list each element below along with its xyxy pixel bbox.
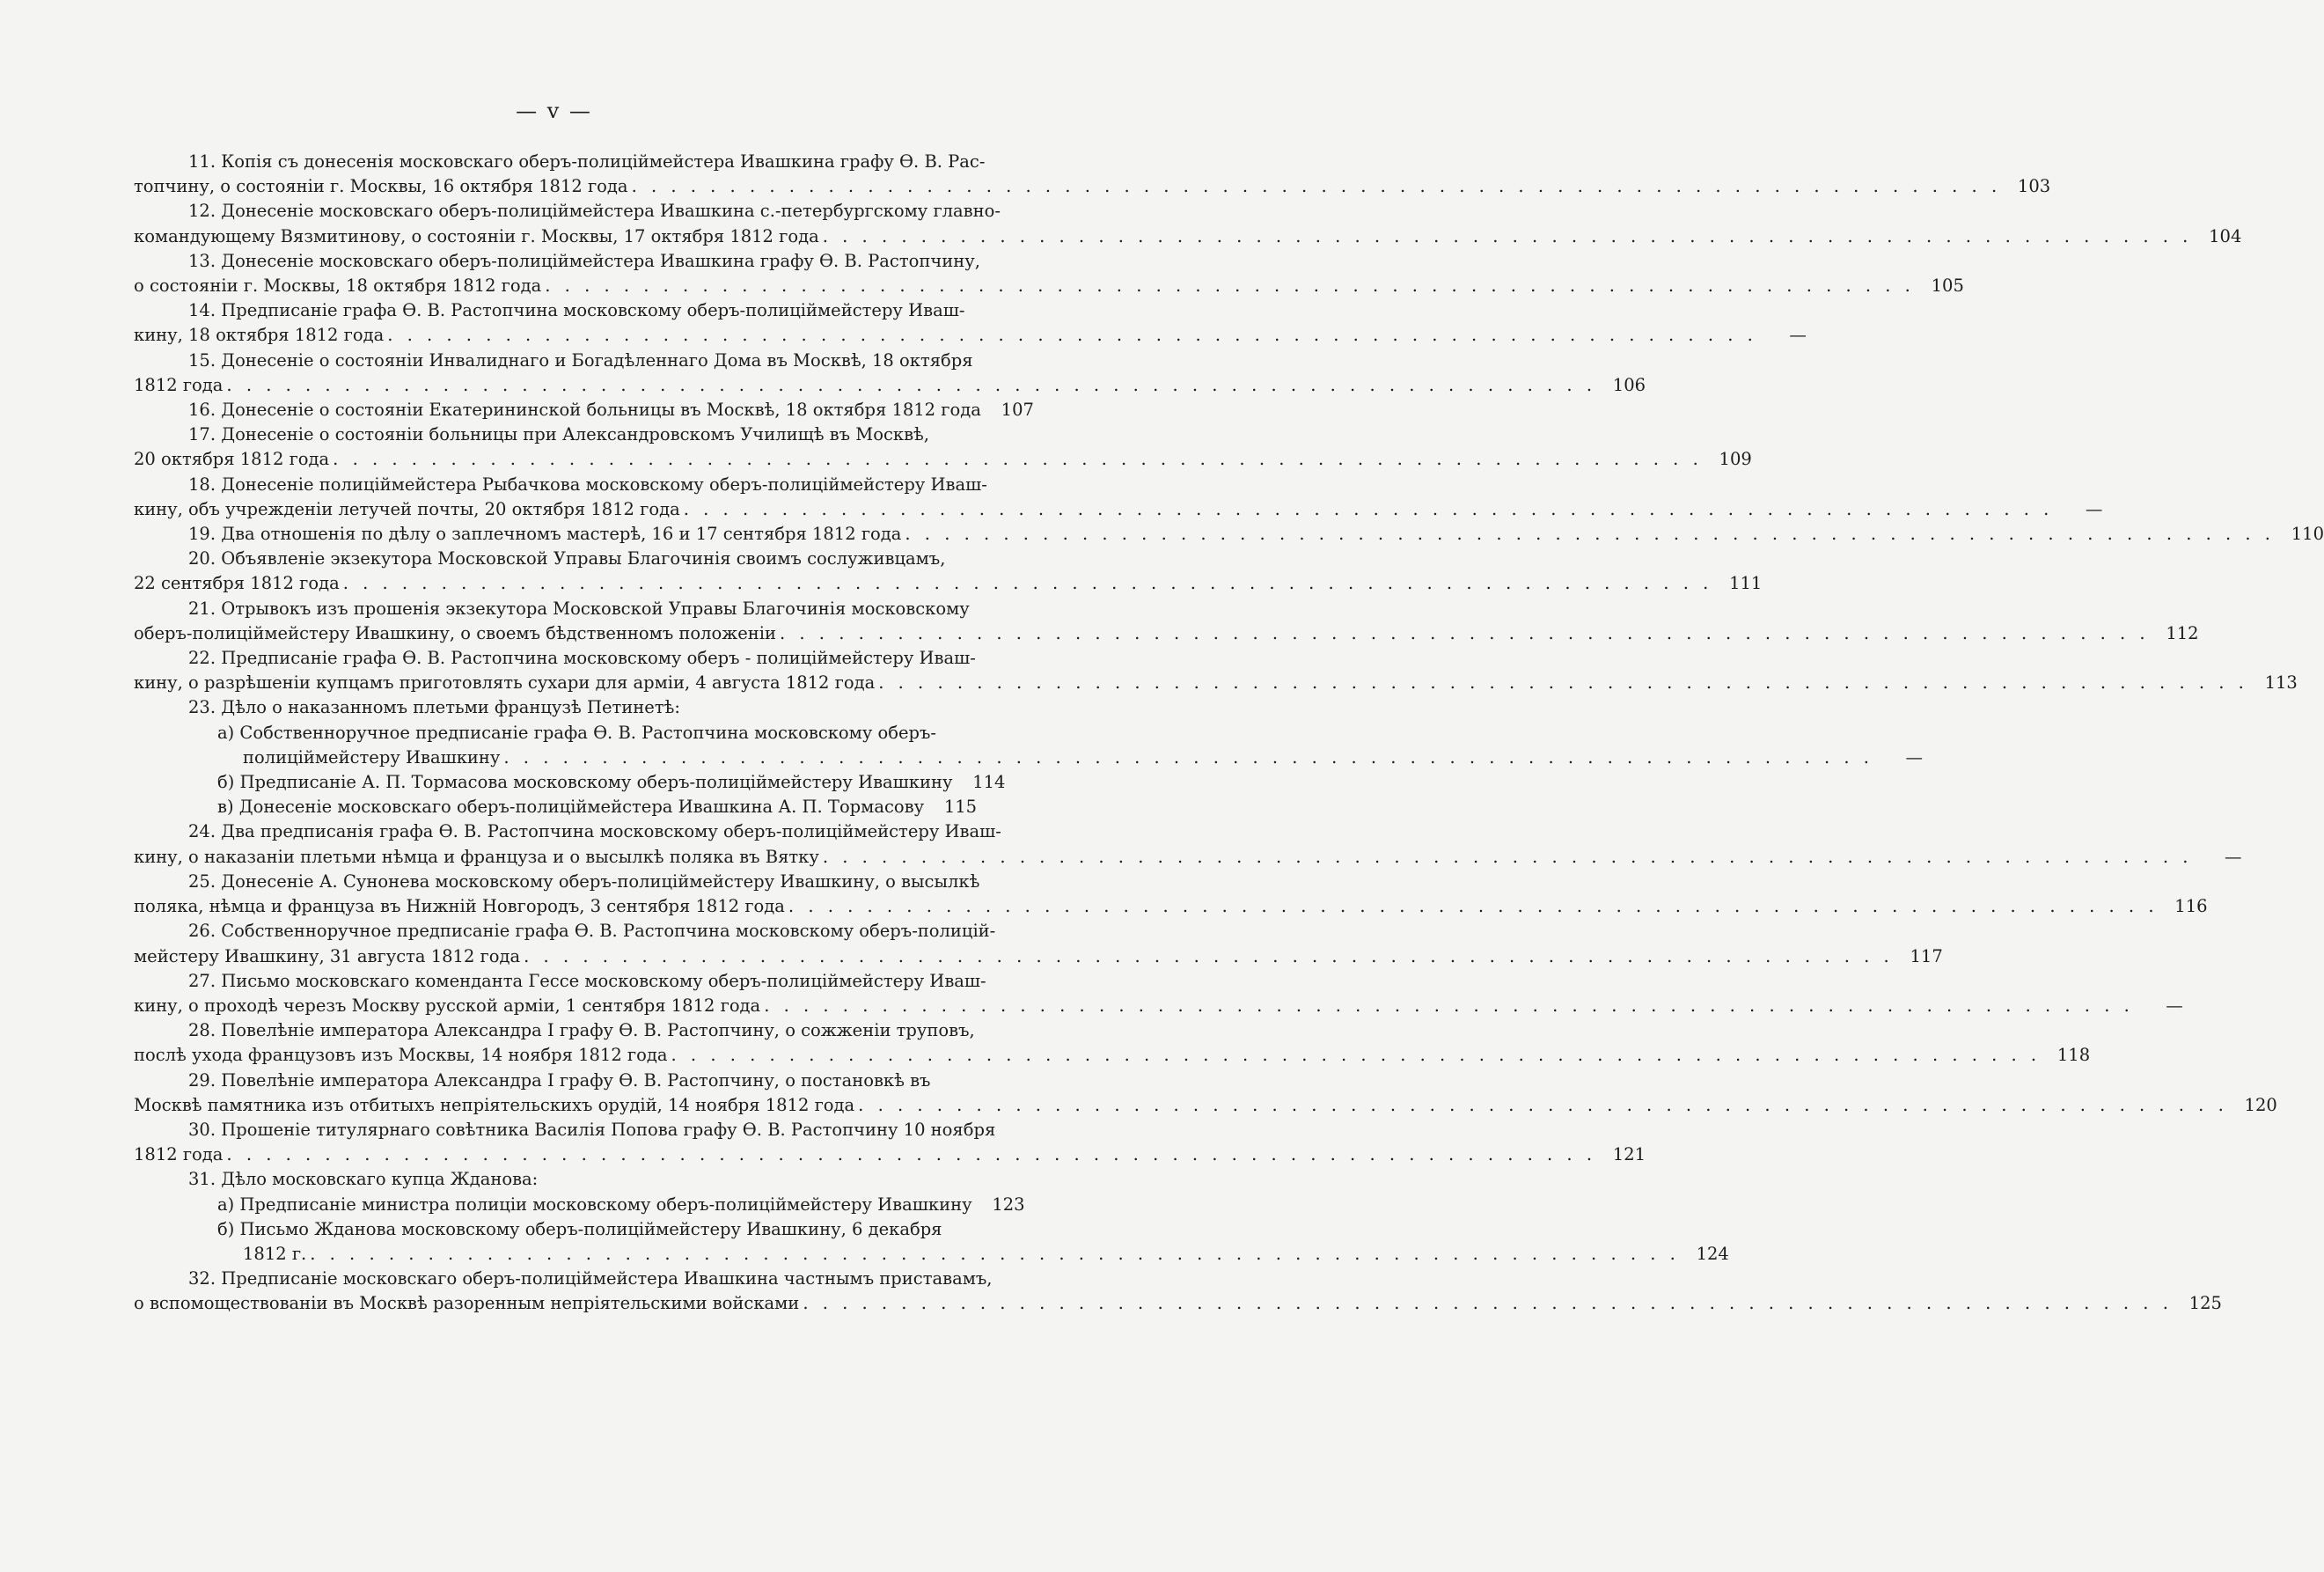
toc-line (134, 1291, 2222, 1316)
toc-line-text: 30. Прошеніе титулярнаго совѣтника Василія Попова графу Ѳ. В. Растопчину 10 ноября (188, 1119, 996, 1140)
toc-line-text: 12. Донесеніе московскаго оберъ-полиціймейстера Ивашкина с.-петербургскому главно- (188, 201, 1001, 222)
toc-line (134, 522, 2324, 547)
toc-page-number: 105 (1931, 275, 1964, 297)
toc-line (134, 1069, 961, 1093)
toc-line (134, 349, 973, 373)
toc-line (134, 150, 986, 174)
toc-page-number: 120 (2244, 1094, 2277, 1115)
toc-subentry (134, 1217, 1729, 1267)
toc-page-number: 114 (972, 772, 1006, 793)
dot-leader: . . . . . . . . . . . . . . . . . . . . . . . . . . . . . . . . . . . . . . . . . . . . . . . . . . . . . . . . . . . . . . . . . . . . . . (631, 176, 2002, 197)
toc-entry (134, 597, 2199, 646)
toc-entry (134, 1118, 1646, 1167)
toc-line-text: кину, 18 октября 1812 года (134, 325, 385, 346)
dot-leader: . . . . . . . . . . . . . . . . . . . . . . . . . . . . . . . . . . . . . . . . . . . . . . . . . . . . . . . . . . . . . . . . . . . . . . (764, 995, 2134, 1016)
dot-leader: . . . . . . . . . . . . . . . . . . . . . . . . . . . . . . . . . . . . . . . . . . . . . . . . . . . . . . . . . . . . . . . . . . . . . . (226, 374, 1597, 395)
toc-line-text: б) Предписаніе А. П. Тормасова московскому оберъ-полиціймейстеру Ивашкину (217, 772, 953, 793)
toc-entry (134, 298, 1807, 348)
toc-line-text: кину, объ учрежденіи летучей почты, 20 октября 1812 года (134, 498, 680, 519)
toc-page-number: 123 (992, 1194, 1025, 1215)
dot-leader: . . . . . . . . . . . . . . . . . . . . . . . . . . . . . . . . . . . . . . . . . . . . . . . . . . . . . . . . . . . . . . . . . . . . . . (822, 225, 2193, 246)
toc-page-number: 112 (2166, 622, 2199, 643)
toc-section-heading (134, 695, 961, 720)
toc-line-text: 1812 года (134, 374, 224, 395)
toc-entry (134, 422, 1752, 472)
dot-leader: . . . . . . . . . . . . . . . . . . . . . . . . . . . . . . . . . . . . . . . . . . . . . . . . . . . . . . . . . . . . . . . . . . . . . . (387, 325, 1757, 346)
toc-line (134, 422, 961, 447)
toc-line (134, 944, 1943, 969)
toc-line-text: а) Собственноручное предписаніе графа Ѳ. В. Растопчина московскому оберъ- (217, 722, 937, 743)
toc-line (134, 621, 2199, 646)
toc-line-text: послѣ ухода французовъ изъ Москвы, 14 ноября 1812 года (134, 1045, 668, 1066)
toc-line-text: оберъ-полиціймейстеру Ивашкину, о своемъ бѣдственномъ положеніи (134, 622, 776, 643)
dot-leader: . . . . . . . . . . . . . . . . . . . . . . . . . . . . . . . . . . . . . . . . . . . . . . . . . . . . . . . . . . . . . . . . . . . . . . (878, 672, 2248, 694)
toc-entry (134, 349, 1646, 398)
toc-line (134, 224, 2242, 249)
toc-line (134, 398, 1034, 422)
toc-line (134, 597, 970, 621)
toc-line-text: в) Донесеніе московскаго оберъ-полиціймейстера Ивашкина А. П. Тормасову (217, 797, 925, 818)
toc-line (134, 671, 2298, 695)
toc-line (134, 1242, 1729, 1267)
toc-line-text: 16. Донесеніе о состояніи Екатерининской больницы въ Москвѣ, 18 октября 1812 года (188, 400, 981, 421)
page-number: — v — (516, 99, 592, 123)
toc-page-number: 111 (1729, 573, 1763, 594)
toc-line (134, 845, 2242, 870)
toc-subentry (134, 721, 1923, 770)
toc-page-number: 124 (1696, 1243, 1729, 1264)
toc-page-number: 125 (2188, 1293, 2222, 1314)
toc-section-heading (134, 1167, 961, 1192)
toc-entry (134, 1267, 2222, 1316)
toc-line (134, 473, 987, 497)
toc-line-text: 22 сентября 1812 года (134, 573, 340, 594)
toc-line-text: Москвѣ памятника изъ отбитыхъ непріятельскихъ орудій, 14 ноября 1812 года (134, 1094, 855, 1115)
toc-line (134, 994, 2183, 1018)
toc-line-text: кину, о разрѣшеніи купцамъ приготовлять сухари для арміи, 4 августа 1812 года (134, 672, 876, 694)
toc-entry (134, 1069, 2277, 1118)
toc-line (134, 721, 961, 746)
toc-entry (134, 522, 2324, 547)
toc-entry (134, 919, 1943, 968)
toc-line (134, 199, 1001, 224)
toc-subentry (134, 795, 978, 819)
dot-leader: . . . . . . . . . . . . . . . . . . . . . . . . . . . . . . . . . . . . . . . . . . . . . . . . . . . . . . . . . . . . . . . . . . . . . . (342, 573, 1713, 594)
toc-line-text: 25. Донесеніе А. Сунонева московскому оберъ-полиціймейстеру Ивашкину, о высылкѣ (188, 870, 980, 892)
dot-leader: . . . . . . . . . . . . . . . . . . . . . . . . . . . . . . . . . . . . . . . . . . . . . . . . . . . . . . . . . . . . . . . . . . . . . . (780, 622, 2150, 643)
dot-leader: . . . . . . . . . . . . . . . . . . . . . . . . . . . . . . . . . . . . . . . . . . . . . . . . . . . . . . . . . . . . . . . . . . . . . . (545, 275, 1915, 297)
dot-leader: . . . . . . . . . . . . . . . . . . . . . . . . . . . . . . . . . . . . . . . . . . . . . . . . . . . . . . . . . . . . . . . . . . . . . . (858, 1094, 2228, 1115)
toc-line-text: 22. Предписаніе графа Ѳ. В. Растопчина московскому оберъ - полиціймейстеру Иваш- (188, 648, 976, 669)
toc-line (134, 894, 2208, 919)
dot-leader: . . . . . . . . . . . . . . . . . . . . . . . . . . . . . . . . . . . . . . . . . . . . . . . . . . . . . . . . . . . . . . . . . . . . . . (226, 1144, 1597, 1165)
toc-line (134, 447, 1752, 472)
toc-line-text: б) Письмо Жданова московскому оберъ-полиціймейстеру Ивашкину, 6 декабря (217, 1218, 942, 1239)
toc-entry (134, 969, 2183, 1018)
toc-line-text: 19. Два отношенія по дѣлу о заплечномъ мастерѣ, 16 и 17 сентября 1812 года (188, 524, 902, 545)
toc-line (134, 1118, 996, 1142)
toc-line (134, 298, 965, 323)
table-of-contents (134, 150, 2324, 1317)
toc-line (134, 497, 2103, 522)
toc-page-number: 113 (2264, 672, 2298, 694)
toc-line-text: о состояніи г. Москвы, 18 октября 1812 года (134, 275, 542, 297)
toc-line-text: 27. Письмо московскаго коменданта Гессе московскому оберъ-полиціймейстеру Иваш- (188, 970, 986, 991)
toc-line (134, 373, 1646, 398)
toc-page-number: — (2085, 498, 2103, 519)
toc-entry (134, 473, 2103, 522)
toc-page-number: — (2166, 995, 2183, 1016)
toc-line-text: 11. Копія съ донесенія московскаго оберъ-полиціймейстера Ивашкина графу Ѳ. В. Рас- (188, 151, 986, 172)
toc-line-text: топчину, о состояніи г. Москвы, 16 октября 1812 года (134, 176, 628, 197)
toc-line (134, 870, 980, 894)
dot-leader: . . . . . . . . . . . . . . . . . . . . . . . . . . . . . . . . . . . . . . . . . . . . . . . . . . . . . . . . . . . . . . . . . . . . . . (803, 1293, 2173, 1314)
toc-page-number: 118 (2056, 1045, 2091, 1066)
toc-line-text: 32. Предписаніе московскаго оберъ-полиціймейстера Ивашкина частнымъ приставамъ, (188, 1268, 993, 1289)
toc-page-number: — (2224, 846, 2242, 867)
toc-page-number: 104 (2209, 225, 2242, 246)
toc-line-text: 31. Дѣло московскаго купца Жданова: (188, 1169, 539, 1190)
toc-entry (134, 547, 1763, 596)
toc-line (134, 1217, 961, 1242)
toc-line-text: полиціймейстеру Ивашкину (243, 746, 501, 768)
dot-leader: . . . . . . . . . . . . . . . . . . . . . . . . . . . . . . . . . . . . . . . . . . . . . . . . . . . . . . . . . . . . . . . . . . . . . . (671, 1045, 2042, 1066)
toc-line-text: 26. Собственноручное предписаніе графа Ѳ. В. Растопчина московскому оберъ-полицій- (188, 921, 996, 942)
toc-line (134, 919, 996, 944)
toc-page-number: 109 (1719, 449, 1752, 470)
toc-page-number: 107 (1001, 400, 1034, 421)
toc-subentry (134, 770, 1006, 795)
dot-leader: . . . . . . . . . . . . . . . . . . . . . . . . . . . . . . . . . . . . . . . . . . . . . . . . . . . . . . . . . . . . . . . . . . . . . . (503, 746, 1873, 768)
toc-line-text: а) Предписаніе министра полиціи московскому оберъ-полиціймейстеру Ивашкину (217, 1194, 972, 1215)
toc-page-number: — (1789, 325, 1807, 346)
toc-line (134, 1167, 961, 1192)
toc-line-text: 17. Донесеніе о состояніи больницы при Александровскомъ Училищѣ въ Москвѣ, (188, 424, 930, 445)
toc-subentry (134, 1193, 1025, 1217)
toc-page-number: 121 (1612, 1144, 1646, 1165)
toc-entry (134, 398, 1034, 422)
toc-line (134, 174, 2051, 199)
toc-page-number: 110 (2291, 524, 2324, 545)
toc-line (134, 695, 961, 720)
toc-page-number: 117 (1910, 945, 1943, 966)
toc-line-text: 13. Донесеніе московскаго оберъ-полиціймейстера Ивашкина графу Ѳ. В. Растопчину, (188, 250, 980, 271)
toc-line-text: 28. Повелѣніе императора Александра I графу Ѳ. В. Растопчину, о сожженіи труповъ, (188, 1020, 975, 1041)
toc-entry (134, 199, 2242, 248)
toc-line-text: 15. Донесеніе о состояніи Инвалиднаго и Богадѣленнаго Дома въ Москвѣ, 18 октября (188, 349, 973, 371)
toc-line-text: 20 октября 1812 года (134, 449, 330, 470)
toc-line-text: 29. Повелѣніе императора Александра I графу Ѳ. В. Растопчину, о постановкѣ въ (188, 1069, 931, 1091)
toc-line-text: 21. Отрывокъ изъ прошенія экзекутора Московской Управы Благочинія московскому (188, 598, 970, 619)
toc-line (134, 1142, 1646, 1167)
toc-line-text: 20. Объявленіе экзекутора Московской Управы Благочинія своимъ сослуживцамъ, (188, 548, 946, 569)
toc-line-text: кину, о проходѣ черезъ Москву русской арміи, 1 сентября 1812 года (134, 995, 761, 1016)
toc-line (134, 571, 1763, 596)
dot-leader: . . . . . . . . . . . . . . . . . . . . . . . . . . . . . . . . . . . . . . . . . . . . . . . . . . . . . . . . . . . . . . . . . . . . . . (524, 945, 1894, 966)
toc-line-text: 24. Два предписанія графа Ѳ. В. Растопчина московскому оберъ-полиціймейстеру Иваш- (188, 821, 1001, 842)
toc-line-text: кину, о наказаніи плетьми нѣмца и француза и о высылкѣ поляка въ Вятку (134, 846, 819, 867)
toc-entry (134, 870, 2208, 919)
dot-leader: . . . . . . . . . . . . . . . . . . . . . . . . . . . . . . . . . . . . . . . . . . . . . . . . . . . . . . . . . . . . . . . . . . . . . . (905, 524, 2275, 545)
toc-line (134, 1018, 975, 1043)
toc-line (134, 274, 1964, 298)
toc-entry (134, 150, 2051, 199)
toc-line-text: о вспомоществованіи въ Москвѣ разоренным непріятельскими войсками (134, 1293, 800, 1314)
toc-line-text: командующему Вязмитинову, о состояніи г. Москвы, 17 октября 1812 года (134, 225, 819, 246)
dot-leader: . . . . . . . . . . . . . . . . . . . . . . . . . . . . . . . . . . . . . . . . . . . . . . . . . . . . . . . . . . . . . . . . . . . . . . (333, 449, 1703, 470)
toc-line (134, 323, 1807, 348)
toc-line-text: 18. Донесеніе полиціймейстера Рыбачкова московскому оберъ-полиціймейстеру Иваш- (188, 474, 987, 495)
toc-line-text: мейстеру Ивашкину, 31 августа 1812 года (134, 945, 521, 966)
toc-line (134, 1043, 2091, 1068)
toc-line-text: поляка, нѣмца и француза въ Нижній Новгородъ, 3 сентября 1812 года (134, 896, 785, 917)
toc-line (134, 1193, 1025, 1217)
toc-entry (134, 646, 2298, 695)
toc-line (134, 1267, 993, 1291)
toc-line (134, 969, 986, 994)
toc-line (134, 770, 1006, 795)
dot-leader: . . . . . . . . . . . . . . . . . . . . . . . . . . . . . . . . . . . . . . . . . . . . . . . . . . . . . . . . . . . . . . . . . . . . . . (683, 498, 2054, 519)
toc-entry (134, 249, 1964, 298)
toc-page-number: 106 (1612, 374, 1646, 395)
toc-line (134, 547, 961, 571)
dot-leader: . . . . . . . . . . . . . . . . . . . . . . . . . . . . . . . . . . . . . . . . . . . . . . . . . . . . . . . . . . . . . . . . . . . . . . (822, 846, 2193, 867)
toc-line (134, 746, 1923, 770)
toc-line (134, 819, 1001, 844)
toc-line (134, 1093, 2277, 1118)
toc-line (134, 795, 978, 819)
toc-line-text: 1812 года (134, 1144, 224, 1165)
toc-line-text: 1812 г. (243, 1243, 307, 1264)
toc-line (134, 646, 976, 671)
toc-page-number: 115 (943, 797, 978, 818)
toc-page-number: — (1905, 746, 1923, 768)
toc-line-text: 23. Дѣло о наказанномъ плетьми французѣ Петинетѣ: (188, 697, 680, 718)
toc-page-number: 116 (2174, 896, 2208, 917)
toc-page-number: 103 (2017, 176, 2051, 197)
dot-leader: . . . . . . . . . . . . . . . . . . . . . . . . . . . . . . . . . . . . . . . . . . . . . . . . . . . . . . . . . . . . . . . . . . . . . . (310, 1243, 1680, 1264)
dot-leader: . . . . . . . . . . . . . . . . . . . . . . . . . . . . . . . . . . . . . . . . . . . . . . . . . . . . . . . . . . . . . . . . . . . . . . (788, 896, 2159, 917)
toc-entry (134, 1018, 2091, 1068)
toc-line-text: 14. Предписаніе графа Ѳ. В. Растопчина московскому оберъ-полиціймейстеру Иваш- (188, 300, 965, 321)
toc-line (134, 249, 980, 274)
toc-entry (134, 819, 2242, 869)
